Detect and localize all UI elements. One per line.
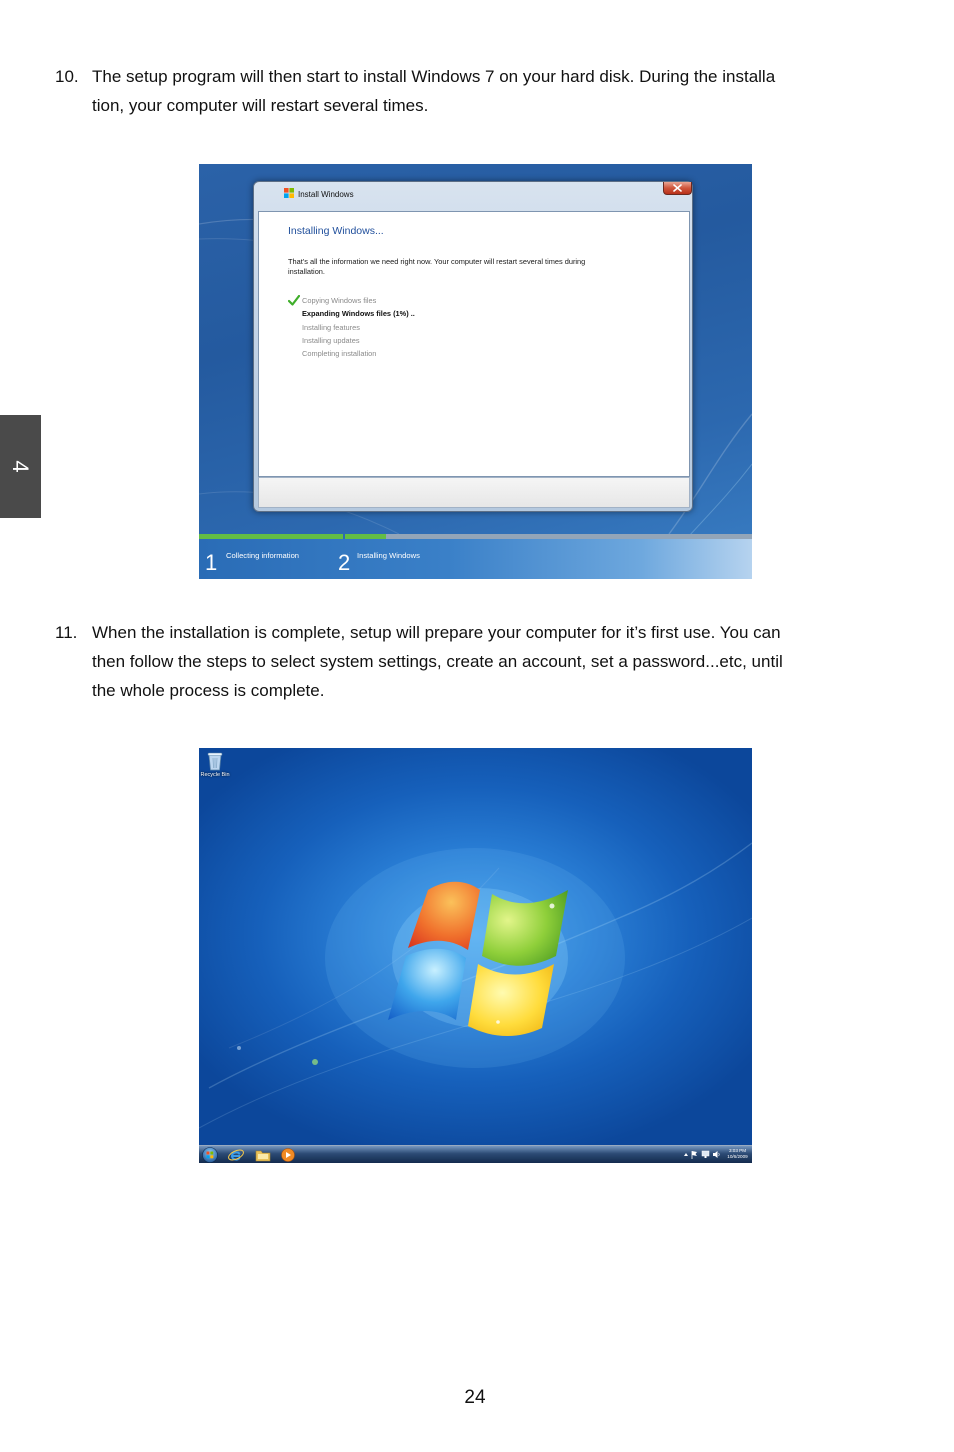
task-item [288, 307, 588, 320]
step-text-line: When the installation is complete, setup will prepare your computer for it’s first use. You can [92, 623, 781, 642]
phase-1-number: 1 [205, 550, 218, 575]
phase-2-number: 2 [338, 550, 351, 575]
step-text [92, 618, 783, 705]
show-hidden-icons-arrow-icon [683, 1148, 689, 1161]
task-label: Completing installation [302, 349, 377, 359]
windows-flag-icon [284, 188, 294, 198]
step-text-line: tion, your computer will restart several times. [92, 96, 429, 115]
phase-2-label: Installing Windows [357, 551, 420, 560]
step-text-line: the whole process is complete. [92, 681, 325, 700]
task-label: Installing updates [302, 335, 360, 345]
step-11 [55, 618, 915, 705]
recycle-bin-icon [206, 751, 224, 771]
windows-explorer-folder-icon [253, 1147, 273, 1163]
internet-explorer-icon [227, 1147, 245, 1163]
phase-1-progress-bar [199, 534, 343, 539]
close-button [663, 182, 692, 195]
install-task-list [288, 294, 588, 360]
taskbar-clock [724, 1148, 751, 1160]
windows-logo-icon [388, 878, 570, 1040]
recycle-bin-label: Recycle Bin [200, 772, 230, 778]
action-center-flag-icon [690, 1148, 699, 1161]
windows-desktop-screenshot [199, 748, 752, 1163]
installing-heading: Installing Windows... [288, 225, 384, 237]
dialog-content-panel [258, 211, 690, 477]
taskbar [199, 1145, 752, 1163]
start-orb-icon [201, 1147, 219, 1163]
message-line: installation. [288, 267, 325, 276]
clock-time: 3:03 PM [728, 1148, 747, 1153]
page-number: 24 [464, 1387, 486, 1408]
step-number: 11. [55, 623, 78, 642]
step-10 [55, 62, 915, 120]
task-item [288, 294, 588, 307]
step-text [92, 62, 775, 120]
chapter-tab [0, 415, 41, 518]
phase-2-progress-bar [345, 534, 752, 539]
clock-date: 10/6/2009 [727, 1154, 748, 1159]
install-windows-screenshot [199, 164, 752, 579]
install-windows-dialog [253, 181, 693, 512]
network-icon [701, 1148, 710, 1161]
phase-1-label: Collecting information [226, 551, 300, 560]
step-number: 10. [55, 67, 79, 86]
task-item [288, 334, 588, 347]
checkmark-icon [288, 295, 300, 306]
volume-icon [712, 1148, 721, 1161]
step-text-line: then follow the steps to select system settings, create an account, set a password...etc, until [92, 652, 783, 671]
dialog-title: Install Windows [298, 190, 354, 199]
progress-fill [199, 534, 343, 539]
progress-fill [345, 534, 386, 539]
close-icon [673, 184, 682, 192]
task-label: Expanding Windows files (1%) .. [302, 309, 415, 319]
dialog-footer [258, 477, 690, 508]
step-text-line: The setup program will then start to install Windows 7 on your hard disk. During the installa [92, 67, 776, 86]
chapter-number: 4 [8, 460, 34, 473]
task-item [288, 347, 588, 360]
task-label: Installing features [302, 322, 360, 332]
media-player-icon [279, 1147, 297, 1163]
restart-message [288, 257, 585, 277]
message-line: That’s all the information we need right now. Your computer will restart several times during [288, 257, 586, 266]
recycle-bin-shortcut [199, 751, 231, 783]
task-label: Copying Windows files [302, 296, 377, 305]
task-item [288, 321, 588, 334]
